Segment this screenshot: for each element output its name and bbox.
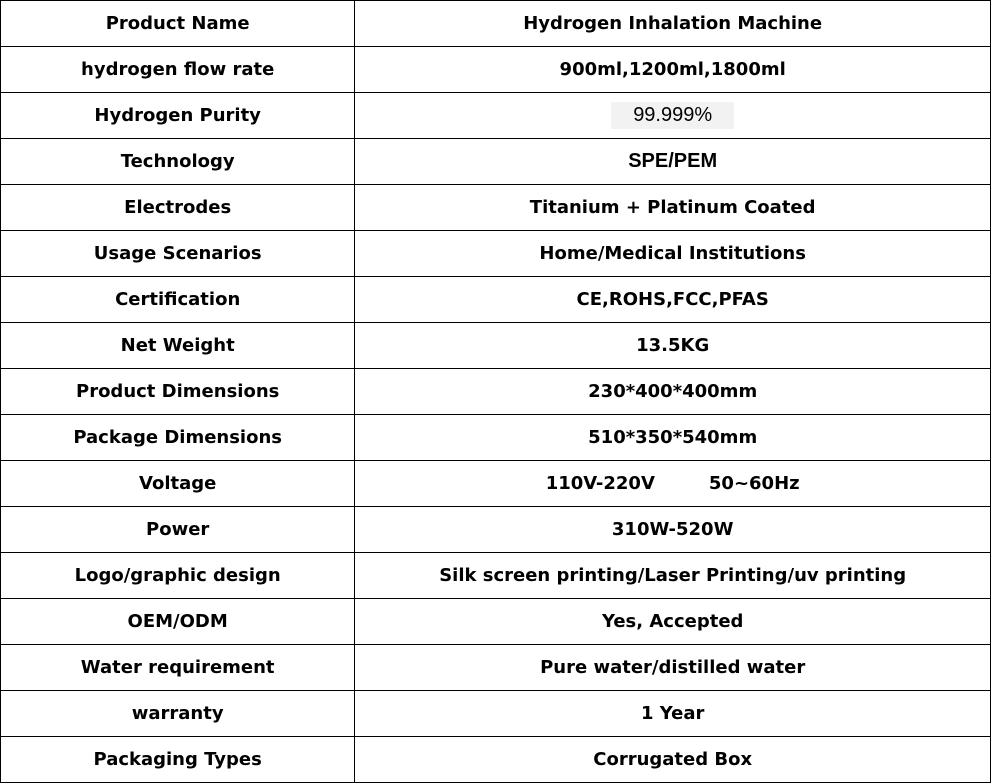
row-value: 13.5KG <box>355 323 991 369</box>
table-row <box>1 507 991 553</box>
row-label: Water requirement <box>1 645 355 691</box>
voltage-range: 110V-220V <box>545 473 655 494</box>
table-row <box>1 323 991 369</box>
row-value: CE,ROHS,FCC,PFAS <box>355 277 991 323</box>
row-value: Yes, Accepted <box>355 599 991 645</box>
row-value: 900ml,1200ml,1800ml <box>355 47 991 93</box>
row-value-cell <box>355 93 991 139</box>
row-label: Product Name <box>1 1 355 47</box>
row-label: Usage Scenarios <box>1 231 355 277</box>
table-row <box>1 369 991 415</box>
row-value: Home/Medical Institutions <box>355 231 991 277</box>
purity-value: 99.999% <box>611 102 734 129</box>
row-value: Silk screen printing/Laser Printing/uv printing <box>355 553 991 599</box>
row-value: Hydrogen Inhalation Machine <box>355 1 991 47</box>
row-value: 510*350*540mm <box>355 415 991 461</box>
row-label: Package Dimensions <box>1 415 355 461</box>
row-label: hydrogen flow rate <box>1 47 355 93</box>
row-label: Net Weight <box>1 323 355 369</box>
row-value: 310W-520W <box>355 507 991 553</box>
table-row <box>1 599 991 645</box>
table-row <box>1 645 991 691</box>
table-row <box>1 553 991 599</box>
table-row <box>1 93 991 139</box>
row-label: Logo/graphic design <box>1 553 355 599</box>
table-row <box>1 185 991 231</box>
row-value: 1 Year <box>355 691 991 737</box>
row-value: SPE/PEM <box>355 139 991 185</box>
row-label: Hydrogen Purity <box>1 93 355 139</box>
row-label: Power <box>1 507 355 553</box>
table-row <box>1 461 991 507</box>
table-row <box>1 415 991 461</box>
row-label: OEM/ODM <box>1 599 355 645</box>
row-value: Pure water/distilled water <box>355 645 991 691</box>
row-label: Voltage <box>1 461 355 507</box>
table-row <box>1 277 991 323</box>
table-row <box>1 691 991 737</box>
row-label: Packaging Types <box>1 737 355 783</box>
row-value-cell <box>355 461 991 507</box>
row-value: Titanium + Platinum Coated <box>355 185 991 231</box>
row-value: 230*400*400mm <box>355 369 991 415</box>
table-row <box>1 139 991 185</box>
row-label: Certification <box>1 277 355 323</box>
row-label: Technology <box>1 139 355 185</box>
table-row <box>1 47 991 93</box>
row-value: Corrugated Box <box>355 737 991 783</box>
row-label: warranty <box>1 691 355 737</box>
row-label: Electrodes <box>1 185 355 231</box>
table-row <box>1 1 991 47</box>
row-label: Product Dimensions <box>1 369 355 415</box>
frequency-range: 50~60Hz <box>708 473 800 494</box>
table-row <box>1 231 991 277</box>
table-row <box>1 737 991 783</box>
